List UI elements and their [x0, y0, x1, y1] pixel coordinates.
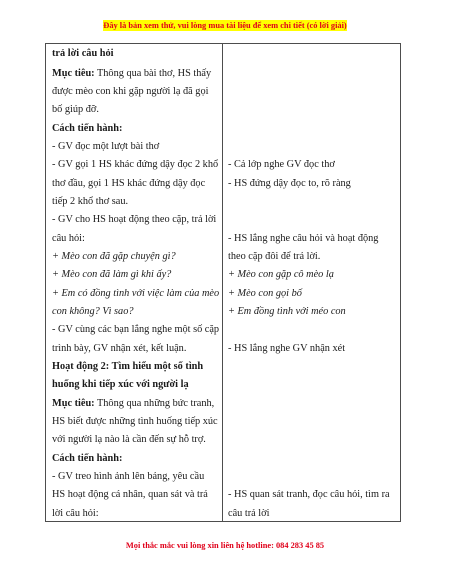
right-line-4: theo cặp đôi để trả lời. — [228, 251, 321, 262]
right-line-7: câu trả lời — [228, 508, 270, 519]
left-line-24: - GV treo hình ảnh lên bảng, yêu cầu — [52, 471, 205, 482]
left-line-22: với người lạ nào là cần đến sự hỗ trợ. — [52, 434, 206, 445]
right-line-1: - Cả lớp nghe GV đọc thơ — [228, 159, 335, 170]
left-line-4: bố giúp đỡ. — [52, 104, 99, 115]
left-line-9: tiếp 2 khổ thơ sau. — [52, 196, 129, 207]
question-1: + Mèo con đã gặp chuyện gì? — [52, 251, 176, 262]
procedure-heading-1: Cách tiến hành: — [52, 123, 123, 134]
left-line-6: - GV đọc một lượt bài thơ — [52, 141, 160, 152]
right-line-5: - HS lắng nghe GV nhận xét — [228, 343, 346, 354]
question-3-line-2: con không? Vì sao? — [52, 306, 134, 317]
right-line-6: - HS quan sát tranh, đọc câu hỏi, tìm ra — [228, 489, 390, 500]
left-line-21: HS biết được những tình huống tiếp xúc — [52, 416, 218, 427]
left-line-10: - GV cho HS hoạt động theo cặp, trả lời — [52, 214, 217, 225]
objective-2 — [52, 398, 214, 410]
activity-2-heading-line-2: huống khi tiếp xúc với người lạ — [52, 379, 189, 390]
left-line-7: - GV gọi 1 HS khác đứng dậy đọc 2 khổ — [52, 159, 219, 170]
answer-3: + Em đồng tình với méo con — [228, 306, 346, 317]
answer-1: + Mèo con gặp cô mèo lạ — [228, 269, 334, 280]
procedure-heading-2: Cách tiến hành: — [52, 453, 123, 464]
preview-notice-banner — [0, 21, 450, 30]
objective-1-label: Mục tiêu: — [52, 68, 95, 79]
answer-2: + Mèo con gọi bố — [228, 288, 302, 299]
right-line-2: - HS đứng dậy đọc to, rõ ràng — [228, 178, 351, 189]
left-line-25: HS hoạt động cá nhân, quan sát và trả — [52, 489, 208, 500]
left-line-26: lời câu hỏi: — [52, 508, 99, 519]
objective-2-text: Thông qua những bức tranh, — [94, 398, 215, 409]
question-2: + Mèo con đã làm gì khi ấy? — [52, 269, 172, 280]
column-divider — [222, 43, 223, 522]
left-line-17: trình bày, GV nhận xét, kết luận. — [52, 343, 187, 354]
objective-1 — [52, 68, 211, 80]
objective-1-text: Thông qua bài thơ, HS thấy — [94, 68, 212, 79]
hotline-footer: Mọi thắc mắc vui lòng xin liên hệ hotline: 084 283 45 85 — [125, 541, 325, 550]
left-line-16: - GV cùng các bạn lắng nghe một số cặp — [52, 324, 220, 335]
left-line-8: thơ đầu, gọi 1 HS khác đứng dậy đọc — [52, 178, 206, 189]
preview-notice-text: Đây là bản xem thử, vui lòng mua tài liệu để xem chi tiết (có lời giải) — [103, 21, 347, 30]
question-3-line-1: + Em có đồng tình với việc làm của mèo — [52, 288, 220, 299]
left-line-3: được mèo con khi gặp người lạ đã gọi — [52, 86, 209, 97]
left-line-1: trả lời câu hỏi — [52, 48, 114, 59]
objective-2-label: Mục tiêu: — [52, 398, 95, 409]
activity-2-heading-line-1: Hoạt động 2: Tìm hiểu một số tình — [52, 361, 204, 372]
left-line-11: câu hỏi: — [52, 233, 85, 244]
right-line-3: - HS lắng nghe câu hỏi và hoạt động — [228, 233, 379, 244]
